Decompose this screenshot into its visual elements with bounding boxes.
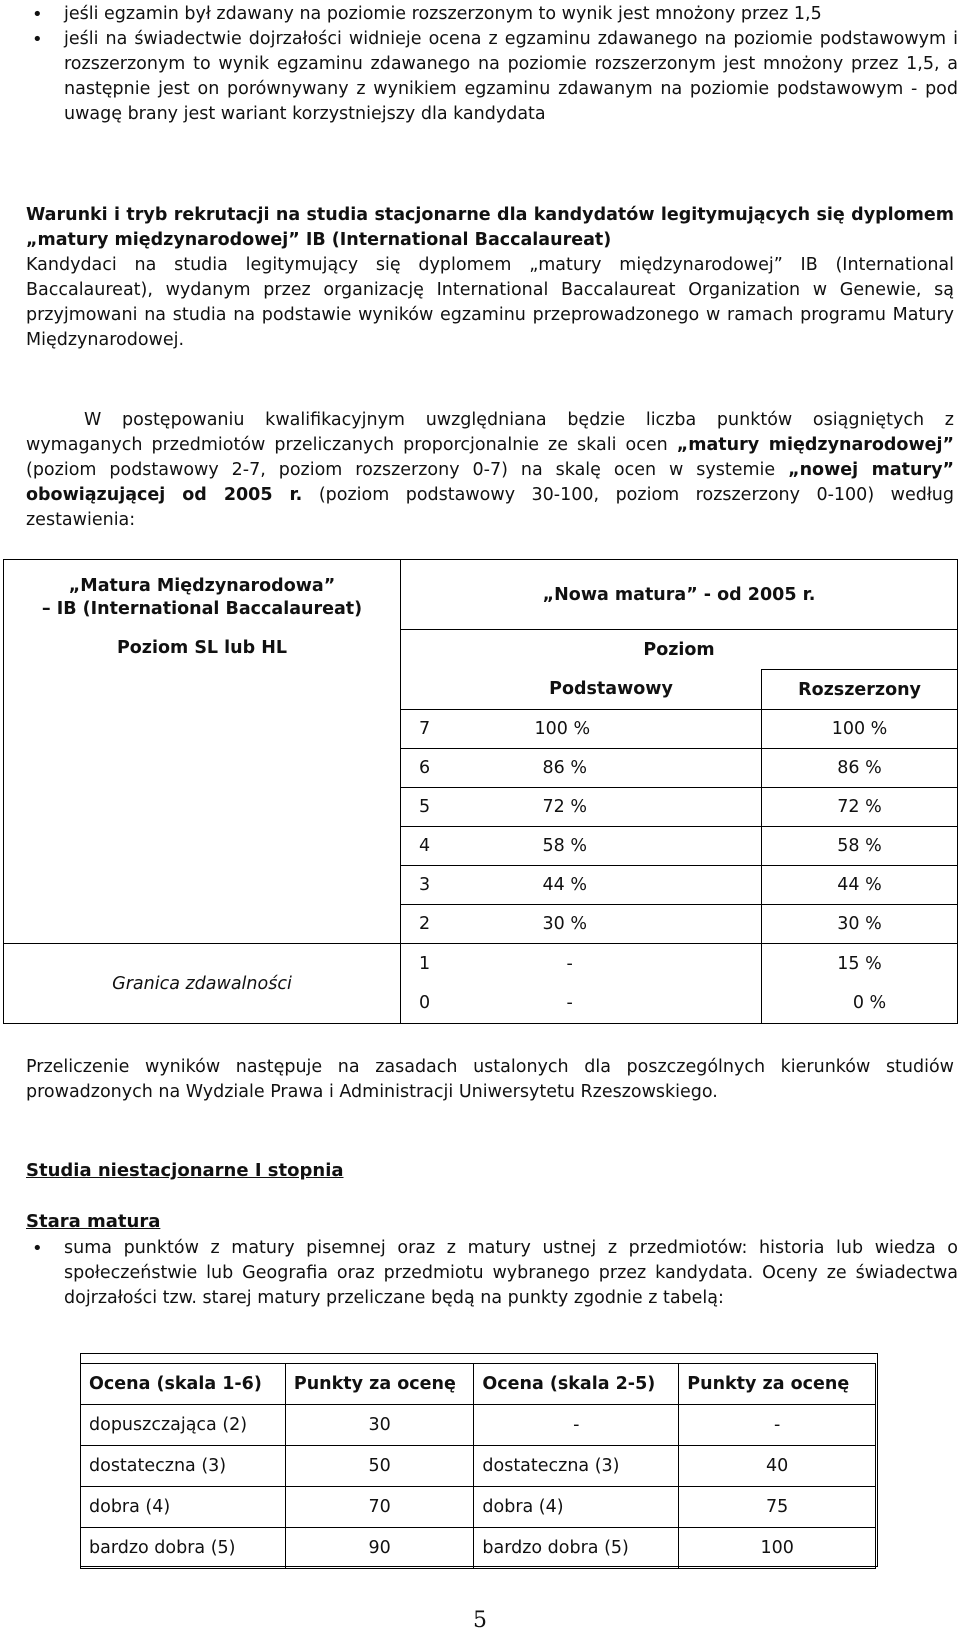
heading-niestacjonarne: Studia niestacjonarne I stopnia <box>26 1160 344 1181</box>
table-cell: 30 <box>285 1405 474 1446</box>
empty-cell <box>4 749 401 788</box>
para-bold: „nowej matury” obowiązującej od 2005 r. <box>26 460 954 505</box>
ib-header-line2: – IB (International Baccalaureat) <box>41 598 363 619</box>
section-heading: Warunki i tryb rekrutacji na studia stacjonarne dla kandydatów legitymujących się dyplomem „matury międzynarodowej” IB (International Baccalaureat) <box>26 205 954 250</box>
ib-level-header: Poziom SL lub HL <box>4 630 401 710</box>
table-cell: 50 <box>285 1446 474 1487</box>
table-cell: 75 <box>679 1487 876 1528</box>
grade-cell: 6 <box>401 749 489 788</box>
grade-cell: 4 <box>401 827 489 866</box>
list-item: • jeśli na świadectwie dojrzałości widnieje ocena z egzaminu zdawanego na poziomie podstawowym i rozszerzonym to wynik egzaminu zdawanego na poziomie rozszerzonym jest mnożony przez 1,5, a następnie jest on porównywany z wynikiem egzaminu zdawanym na poziomie podstawowym - pod uwagę brany jest wariant korzystniejszy dla kandydata <box>26 27 958 127</box>
grade-cell: 0 <box>401 984 489 1024</box>
grades-table <box>80 1363 876 1569</box>
basic-cell: 30 % <box>489 905 762 944</box>
top-bullet-list <box>26 2 958 127</box>
basic-cell: 100 % <box>489 710 762 749</box>
table-cell: - <box>474 1405 679 1446</box>
level-header: Poziom <box>401 630 958 670</box>
section-intro: Kandydaci na studia legitymujący się dyplomem „matury międzynarodowej” IB (International Baccalaureat), wydanym przez organizację International Baccalaureat Organization w Genewie, są przyjmowani na studia na podstawie wyników egzaminu przeprowadzonego w ramach programu Matury Międzynarodowej. <box>26 255 954 350</box>
extended-cell: 44 % <box>762 866 958 905</box>
table-cell: 40 <box>679 1446 876 1487</box>
threshold-label: Granica zdawalności <box>4 944 401 1024</box>
table-row <box>81 1487 876 1528</box>
basic-cell: 58 % <box>489 827 762 866</box>
para-text: (poziom podstawowy 2-7, poziom rozszerzony 0-7) na skalę ocen w systemie <box>26 460 789 480</box>
grade-cell: 1 <box>401 944 489 984</box>
empty-cell <box>4 866 401 905</box>
ib-section <box>26 203 954 353</box>
para-bold: „matury międzynarodowej” <box>676 435 954 455</box>
table-header: Punkty za ocenę <box>285 1364 474 1405</box>
stara-matura-list <box>26 1236 958 1311</box>
basic-cell: 44 % <box>489 866 762 905</box>
ib-header-cell <box>4 560 401 630</box>
extended-cell: 72 % <box>762 788 958 827</box>
col-extended-header: Rozszerzony <box>762 670 958 710</box>
ib-header-line1: „Matura Międzynarodowa” <box>68 575 336 596</box>
basic-cell: 72 % <box>489 788 762 827</box>
list-item: • jeśli egzamin był zdawany na poziomie rozszerzonym to wynik jest mnożony przez 1,5 <box>26 2 958 27</box>
table-cell: - <box>679 1405 876 1446</box>
empty-cell <box>4 710 401 749</box>
table-cell: dostateczna (3) <box>474 1446 679 1487</box>
grade-cell: 2 <box>401 905 489 944</box>
table-header: Ocena (skala 2-5) <box>474 1364 679 1405</box>
table-header-row <box>81 1364 876 1405</box>
table-row <box>81 1405 876 1446</box>
table-cell: bardzo dobra (5) <box>474 1528 679 1569</box>
extended-cell: 30 % <box>762 905 958 944</box>
table-cell: dobra (4) <box>81 1487 286 1528</box>
basic-cell: - <box>489 944 762 984</box>
basic-cell: 86 % <box>489 749 762 788</box>
grade-cell: 3 <box>401 866 489 905</box>
col-basic-header: Podstawowy <box>401 670 762 710</box>
table-header: Ocena (skala 1-6) <box>81 1364 286 1405</box>
heading-stara-matura: Stara matura <box>26 1211 161 1232</box>
table-cell: 90 <box>285 1528 474 1569</box>
extended-cell: 0 % <box>762 984 958 1024</box>
grade-cell: 7 <box>401 710 489 749</box>
table-row <box>81 1528 876 1569</box>
extended-cell: 15 % <box>762 944 958 984</box>
extended-cell: 58 % <box>762 827 958 866</box>
table-cell: dobra (4) <box>474 1487 679 1528</box>
empty-cell <box>4 827 401 866</box>
table-header: Punkty za ocenę <box>679 1364 876 1405</box>
table-cell: dostateczna (3) <box>81 1446 286 1487</box>
grade-cell: 5 <box>401 788 489 827</box>
extended-cell: 86 % <box>762 749 958 788</box>
table-row <box>81 1446 876 1487</box>
empty-cell <box>4 905 401 944</box>
extended-cell: 100 % <box>762 710 958 749</box>
new-matura-header: „Nowa matura” - od 2005 r. <box>401 560 958 630</box>
para-text: (poziom podstawowy 30-100, poziom rozszerzony 0-100) według zestawienia: <box>26 485 954 530</box>
ib-paragraph <box>26 408 954 533</box>
table-cell: dopuszczająca (2) <box>81 1405 286 1446</box>
table-cell: bardzo dobra (5) <box>81 1528 286 1569</box>
table-cell: 70 <box>285 1487 474 1528</box>
page-number: 5 <box>473 1608 487 1633</box>
conversion-table <box>3 559 958 1024</box>
basic-cell: - <box>489 984 762 1024</box>
list-item: • suma punktów z matury pisemnej oraz z matury ustnej z przedmiotów: historia lub wiedza o społeczeństwie lub Geografia oraz przedmiotu wybranego przez kandydata. Oceny ze świadectwa dojrzałości tzw. starej matury przeliczane będą na punkty zgodnie z tabelą: <box>26 1236 958 1311</box>
para-text: W postępowaniu kwalifikacyjnym uwzględniana będzie liczba punktów osiągniętych z wymaganych przedmiotów przeliczanych proporcjonalnie ze skali ocen <box>26 410 954 455</box>
empty-cell <box>4 788 401 827</box>
conversion-note: Przeliczenie wyników następuje na zasadach ustalonych dla poszczególnych kierunków studiów prowadzonych na Wydziale Prawa i Administracji Uniwersytetu Rzeszowskiego. <box>26 1057 954 1102</box>
table-cell: 100 <box>679 1528 876 1569</box>
